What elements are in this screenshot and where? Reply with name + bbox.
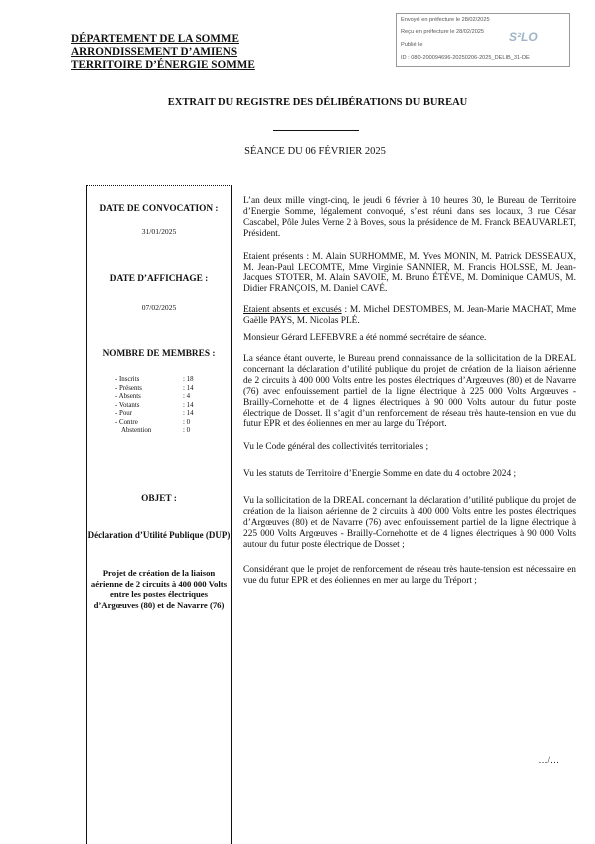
- paragraph-vu-code: Vu le Code général des collectivités territoriales ;: [243, 442, 429, 453]
- stat-label: - Présents: [115, 384, 142, 392]
- stat-label: Abstention: [121, 427, 152, 434]
- stamp-line-id: ID : 080-200094696-20250206-2025_DELIB_31-DE: [401, 55, 530, 61]
- stamp-line-sent: Envoyé en préfecture le 28/02/2025: [401, 17, 490, 23]
- paragraph-vu-sollicitation: Vu la sollicitation de la DREAL concernant la déclaration d’utilité publique du projet de création de la liaison aérienne de 2 circuits à 400 000 Volts entre les postes électriques d’Argœuves (80) et de Navarre (76) avec enfouissement partiel de la ligne électrique à 225 000 Volts Argœuves - Brailly-Cornehotte et de 4 lignes électriques à 90 000 Volts autour du futur poste électrique de Dosset ;: [243, 496, 576, 550]
- stat-label: - Pour: [115, 410, 133, 417]
- paragraph-opening: L’an deux mille vingt-cinq, le jeudi 6 février à 10 heures 30, le Bureau de Territoire d’Energie Somme, légalement convoqué, s’est réuni dans ses locaux, 3 rue César Cascabel, Pôle Jules Verne 2 à Boves, sous la présidence de M. Franck BEAUVARLET, Président.: [243, 196, 576, 239]
- stat-value: : 4: [183, 393, 191, 400]
- convocation-label: DATE DE CONVOCATION :: [99, 204, 219, 214]
- stamp-line-received: Reçu en préfecture le 28/02/2025: [401, 29, 485, 35]
- document-title: EXTRAIT DU REGISTRE DES DÉLIBÉRATIONS DU BUREAU: [167, 97, 468, 108]
- deliberation-body: [243, 196, 576, 586]
- stat-label: - Contre: [115, 418, 138, 426]
- objet-text: Projet de création de la liaison aérienne de 2 circuits à 400 000 Volts entre les postes électriques d’Argœuves (80) et de Navarre (76): [90, 568, 228, 610]
- convocation-date: 31/01/2025: [141, 227, 177, 236]
- org-line-territoire: TERRITOIRE D’ÉNERGIE SOMME: [71, 59, 255, 71]
- stat-label: - Votants: [115, 401, 140, 409]
- stamp-line-published: Publié le: [401, 42, 423, 48]
- stat-label: - Inscrits: [115, 376, 140, 383]
- paragraph-secretary: Monsieur Gérard LEFEBVRE a été nommé secrétaire de séance.: [243, 333, 487, 344]
- paragraph-vu-statuts: Vu les statuts de Territoire d’Energie Somme en date du 4 octobre 2024 ;: [243, 469, 517, 480]
- prefecture-stamp: [396, 13, 570, 67]
- org-line-arrondissement: ARRONDISSEMENT D’AMIENS: [71, 46, 238, 58]
- stat-value: : 0: [183, 427, 191, 434]
- stat-value: : 18: [183, 376, 194, 383]
- org-line-department: DÉPARTEMENT DE LA SOMME: [71, 33, 239, 45]
- membres-label: NOMBRE DE MEMBRES :: [102, 349, 216, 359]
- stat-value: : 14: [183, 401, 194, 409]
- left-margin-column: [86, 185, 232, 844]
- paragraph-present-members: Etaient présents : M. Alain SURHOMME, M. Yves MONIN, M. Patrick DESSEAUX, M. Jean-Paul LECOMTE, Mme Virginie SANNIER, M. Francis HOLSSE, M. Jean-Jacques STOTER, M. Alain SAVOIE, M. Bruno ÉTÈVE, M. Dominique CAMUS, M. Didier FRANÇOIS, M. Daniel CAVÉ.: [243, 251, 576, 295]
- continuation-mark: …/…: [538, 755, 559, 765]
- s2lo-logo: S²LO: [509, 30, 538, 44]
- paragraph-context: La séance étant ouverte, le Bureau prend connaissance de la sollicitation de la DREAL concernant la déclaration d’utilité publique du projet de création de la liaison aérienne de 2 circuits à 400 000 Volts entre les postes électriques d’Argœuves (80) et de Navarre (76) avec enfouissement partiel de la ligne électrique à 225 000 Volts Argœuves - Brailly-Cornehotte et de 4 lignes électriques à 90 000 Volts autour du futur poste électrique de Dosset. Il s’agit d’un renforcement de réseau très haute-tension en vue du futur EPR et des éoliennes en mer au large du Tréport.: [243, 353, 576, 430]
- organization-header: [71, 33, 255, 72]
- objet-label: OBJET :: [141, 494, 177, 504]
- paragraph-considerant: Considérant que le projet de renforcement de réseau très haute-tension est nécessaire en vue du futur EPR et des éoliennes en mer au large du Tréport ;: [243, 564, 576, 586]
- absent-label: Etaient absents et excusés: [243, 305, 342, 316]
- affichage-date: 07/02/2025: [141, 303, 177, 312]
- absent-list: : M. Michel DESTOMBES, M. Jean-Marie MACHAT, Mme Gaëlle PAYS, M. Nicolas PLÉ.: [243, 305, 576, 327]
- paragraph-absent-members: [243, 305, 576, 327]
- stat-value: : 0: [183, 418, 191, 426]
- objet-title: Déclaration d’Utilité Publique (DUP): [87, 530, 231, 540]
- title-divider: [273, 130, 359, 131]
- stat-value: : 14: [183, 410, 194, 417]
- session-date: SÉANCE DU 06 FÉVRIER 2025: [244, 146, 386, 157]
- stat-value: : 14: [183, 384, 194, 392]
- stat-label: - Absents: [115, 393, 141, 400]
- affichage-label: DATE D’AFFICHAGE :: [109, 274, 209, 284]
